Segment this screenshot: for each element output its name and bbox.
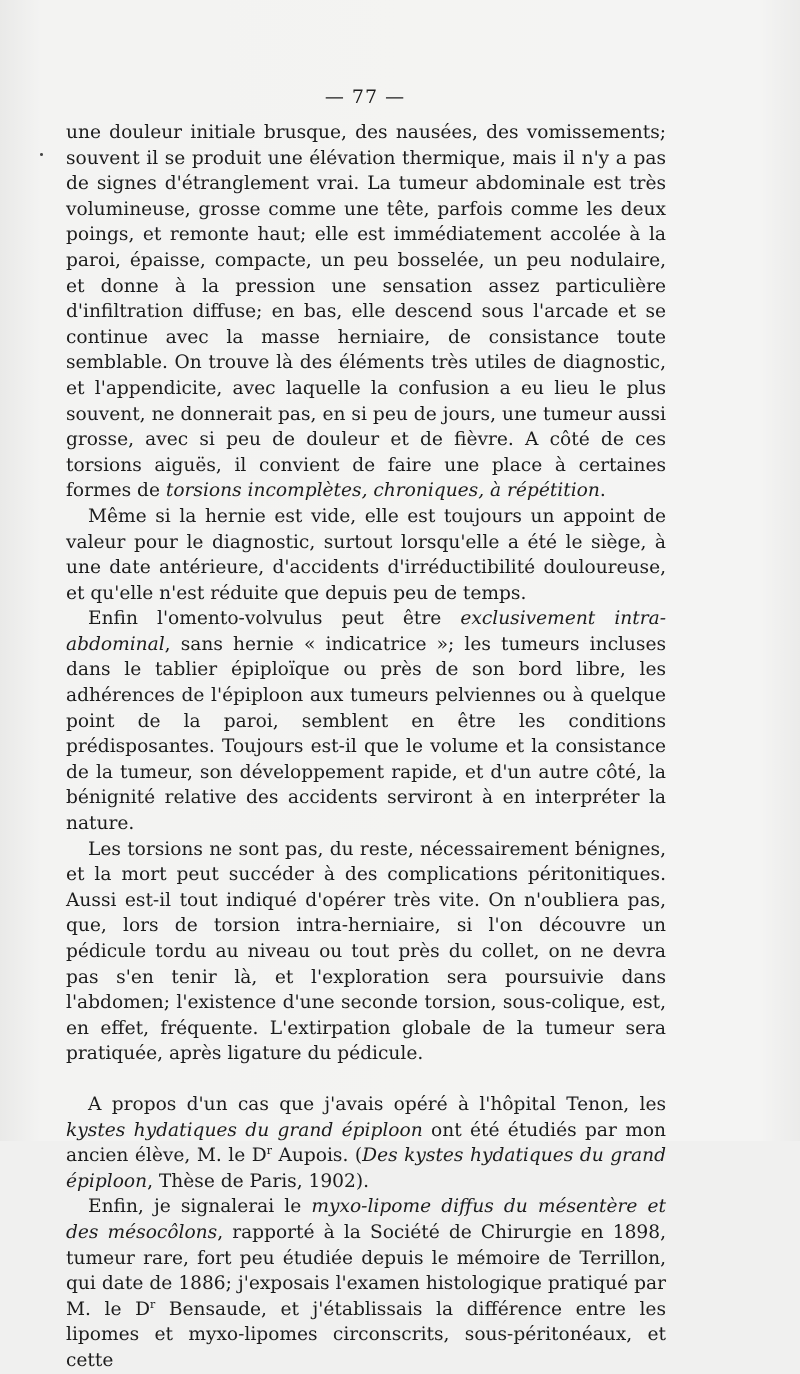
body-text (66, 120, 666, 1374)
paragraph-5-italic-2: Des kystes hydatiques du grand épiploon (66, 1145, 666, 1192)
paragraph-5-sup: r (266, 1143, 272, 1157)
paragraph-1-italic: torsions incomplètes, chroniques, à répétition (165, 480, 600, 502)
paragraph-4: Les torsions ne sont pas, du reste, nécessairement bénignes, et la mort peut succéder à des complications péritonitiques. Aussi est-il tout indiqué d'opérer très vite. On n'oubliera pas, que, lors de torsion intra-herniaire, si l'on découvre un pédicule tordu au niveau ou tout près du collet, on ne devra pas s'en tenir là, et l'exploration sera poursuivie dans l'abdomen; l'existence d'une seconde torsion, sous-colique, est, en effet, fréquente. L'extirpation globale de la tumeur sera pratiquée, après ligature du pédicule. (66, 838, 666, 1065)
paragraph-6-mid: , rapporté à la Société de Chirurgie en 1898, tumeur rare, fort peu étudiée depuis le mémoire de Terrillon, qui date de 1886; j'exposais l'examen histologique pratiqué par M. le D (66, 1221, 666, 1320)
paragraph-5-italic-1: kystes hydatiques du grand épiploon (66, 1119, 423, 1141)
paragraph-6-sup: r (149, 1297, 156, 1311)
paragraph-3-italic: exclusivement intra-abdominal (66, 608, 666, 655)
paragraph-2: Même si la hernie est vide, elle est toujours un appoint de valeur pour le diagnostic, surtout lorsqu'elle a été le siège, à une date antérieure, d'accidents d'irréductibilité douloureuse, et qu'elle n'est réduite que depuis peu de temps. (66, 505, 666, 604)
margin-speck (40, 153, 43, 156)
paragraph-3-rest: , sans hernie « indicatrice »; les tumeurs incluses dans le tablier épiploïque ou près de son bord libre, les adhérences de l'épiploon aux tumeurs pelviennes ou à quelque point de la paroi, semblent en être les conditions prédisposantes. Toujours est-il que le volume et la consistance de la tumeur, son développement rapide, et d'un autre côté, la bénignité relative des accidents serviront à en interpréter la nature. (66, 633, 666, 835)
paragraph-6 (66, 1194, 666, 1373)
paragraph-5-mid: ont été étudiés par mon ancien élève, M. le D (66, 1119, 667, 1167)
paragraph-6-text: Enfin, je signalerai le (88, 1196, 312, 1218)
paragraph-6-end: Bensaude, et j'établissais la différence entre les lipomes et myxo-lipomes circonscrits, sous-péritonéaux, et cette (66, 1298, 666, 1371)
paragraph-5-text: A propos d'un cas que j'avais opéré à l'hôpital Tenon, les (88, 1093, 666, 1115)
paragraph-5 (66, 1092, 666, 1194)
paragraph-1-text: une douleur initiale brusque, des nausées, des vomissements; souvent il se produit une élévation thermique, mais il n'y a pas de signes d'étranglement vrai. La tumeur abdominale est très volumineuse, grosse comme une tête, parfois comme les deux poings, et remonte haut; elle est immédiatement accolée à la paroi, épaisse, compacte, un peu bosselée, un peu nodulaire, et donne à la pression une sensation assez particulière d'infiltration diffuse; en bas, elle descend sous l'arcade et se continue avec la masse herniaire, de consistance toute semblable. On trouve là des éléments très utiles de diagnostic, et l'appendicite, avec laquelle la confusion a eu lieu le plus souvent, ne donnerait pas, en si peu de jours, une tumeur aussi grosse, avec si peu de douleur et de fièvre. A côté de ces torsions aiguës, il convient de faire une place à certaines formes de (66, 122, 666, 502)
paragraph-5-end: , Thèse de Paris, 1902). (147, 1170, 369, 1192)
paragraph-1-end: . (599, 480, 606, 502)
page-number: — 77 — (324, 86, 406, 108)
paragraph-6-italic: myxo-lipome diffus du mésentère et des mésocôlons (66, 1196, 666, 1243)
paragraph-3-text: Enfin l'omento-volvulus peut être (88, 608, 461, 630)
paragraph-5-mid-2: Aupois. ( (271, 1145, 363, 1167)
paragraph-3 (66, 606, 666, 836)
paragraph-1 (66, 120, 666, 504)
